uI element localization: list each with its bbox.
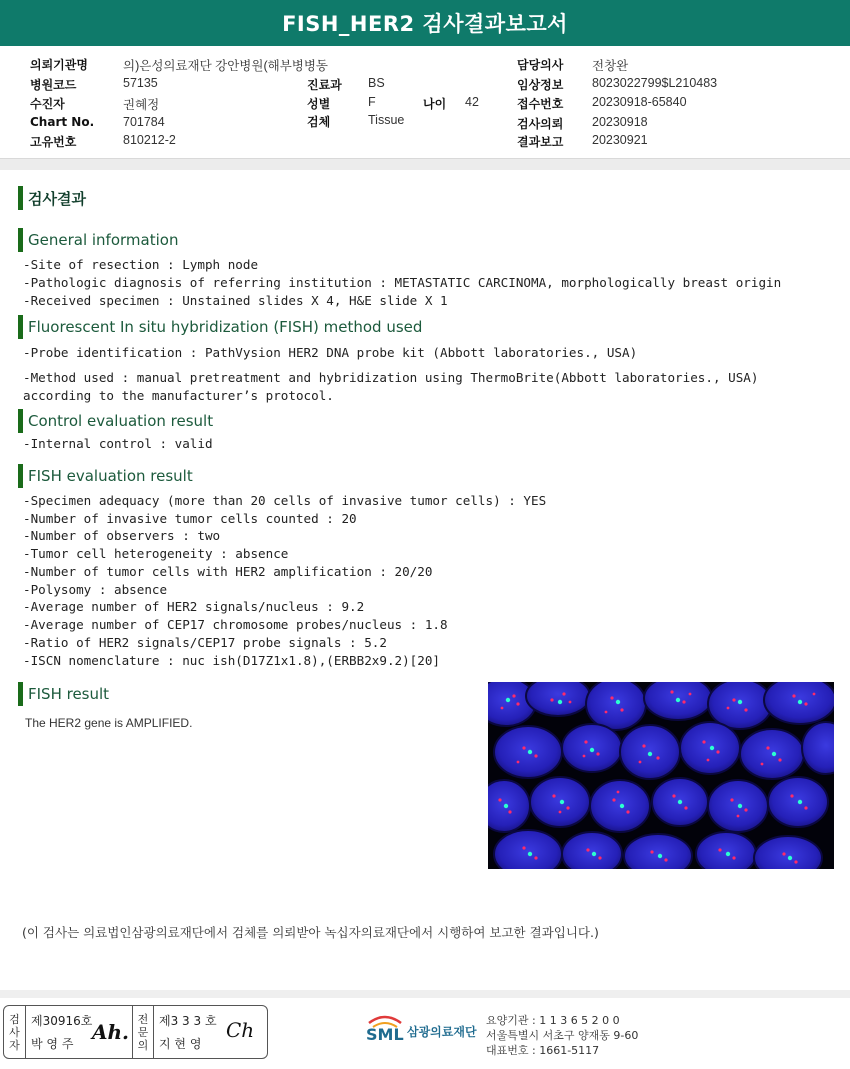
fish-image-svg (488, 682, 834, 869)
doctor-value: 전창완 (592, 59, 629, 73)
general-info-line: -Pathologic diagnosis of referring institution : METASTATIC CARCINOMA, morphologically breast origin (23, 275, 782, 290)
organization-info (486, 1013, 638, 1058)
section-marker (18, 464, 23, 488)
signature-box (3, 1005, 268, 1059)
evaluation-line: -Number of observers : two (23, 528, 221, 543)
examiner-info (26, 1006, 132, 1058)
specialist-info (154, 1006, 266, 1058)
specialist-label-char: 전 (137, 1012, 149, 1026)
examiner-signature: Ah. (92, 1020, 130, 1044)
unique-no-label: 고유번호 (30, 135, 77, 149)
probe-identification: -Probe identification : PathVysion HER2 DNA probe kit (Abbott laboratories., USA) (23, 345, 638, 360)
request-date-value: 20230918 (592, 115, 648, 129)
section-marker (18, 409, 23, 433)
evaluation-line: -Tumor cell heterogeneity : absence (23, 546, 289, 561)
receipt-no-value: 20230918-65840 (592, 95, 687, 109)
evaluation-line: -Number of invasive tumor cells counted : 20 (23, 511, 357, 526)
examiner-label (4, 1006, 26, 1058)
specialist-signature: Ch (226, 1018, 255, 1042)
control-title: Control evaluation result (28, 412, 214, 430)
footnote: (이 검사는 의료법인삼광의료재단에서 검체를 의뢰받아 녹십자의료재단에서 시행하여 보고한 결과입니다.) (22, 925, 599, 940)
hospital-code-value: 57135 (123, 76, 158, 90)
institution-value: 의)은성의료재단 강안병원(해부병병동 (123, 59, 328, 73)
evaluation-title: FISH evaluation result (28, 467, 193, 485)
sml-logo-mark (365, 1013, 405, 1049)
examiner-label-char: 검 (9, 1012, 20, 1026)
control-heading (18, 408, 213, 434)
sex-label: 성별 (307, 97, 331, 111)
general-info-title: General information (28, 231, 179, 249)
department-value: BS (368, 76, 385, 90)
sml-logo (365, 1013, 477, 1049)
evaluation-line: -Polysomy : absence (23, 582, 168, 597)
age-label: 나이 (423, 97, 447, 111)
evaluation-line: -Number of tumor cells with HER2 amplification : 20/20 (23, 564, 433, 579)
specialist-label-char: 문 (137, 1025, 149, 1039)
specimen-label: 검체 (307, 115, 331, 129)
results-heading (18, 185, 86, 211)
specialist-name: 지 현 영 (159, 1037, 202, 1051)
control-line: -Internal control : valid (23, 436, 213, 451)
method-used: -Method used : manual pretreatment and hybridization using ThermoBrite(Abbott laboratories., USA) according to the manufacturer’s protocol. (23, 370, 759, 403)
sex-value: F (368, 95, 376, 109)
institution-label: 의뢰기관명 (30, 58, 88, 72)
general-info-line: -Site of resection : Lymph node (23, 257, 259, 272)
specialist-label (132, 1006, 154, 1058)
section-marker (18, 315, 23, 339)
fish-result-heading (18, 681, 109, 707)
examiner-label-char: 사 (9, 1025, 20, 1039)
evaluation-line: -Specimen adequacy (more than 20 cells of invasive tumor cells) : YES (23, 493, 547, 508)
general-info-line: -Received specimen : Unstained slides X 4, H&E slide X 1 (23, 293, 448, 308)
examiner-label-char: 자 (9, 1038, 20, 1052)
chart-no-label: Chart No. (30, 115, 95, 129)
fish-microscopy-image (488, 682, 834, 869)
chart-no-value: 701784 (123, 115, 165, 129)
evaluation-line: -ISCN nomenclature : nuc ish(D17Z1x1.8),(ERBB2x9.2)[20] (23, 653, 441, 668)
evaluation-heading (18, 463, 193, 489)
fish-result-title: FISH result (28, 685, 110, 703)
receipt-no-label: 접수번호 (517, 97, 564, 111)
org-code: 요양기관 : 1 1 3 6 5 2 0 0 (486, 1014, 620, 1027)
sml-logo-letters: SML (366, 1025, 404, 1044)
evaluation-line: -Average number of HER2 signals/nucleus : 9.2 (23, 599, 365, 614)
section-marker (18, 228, 23, 252)
report-title: FISH_HER2 검사결과보고서 (0, 0, 850, 46)
clinical-info-label: 임상정보 (517, 78, 564, 92)
patient-info-header (0, 50, 850, 168)
hospital-code-label: 병원코드 (30, 78, 77, 92)
org-phone: 대표번호 : 1661-5117 (486, 1044, 600, 1057)
specialist-label-char: 의 (137, 1038, 149, 1052)
fish-result-text: The HER2 gene is AMPLIFIED. (25, 716, 193, 730)
results-title: 검사결과 (28, 189, 86, 208)
sml-logo-text: 삼광의료재단 (407, 1024, 477, 1039)
doctor-label: 담당의사 (517, 58, 564, 72)
department-label: 진료과 (307, 78, 342, 92)
patient-label: 수진자 (30, 97, 65, 111)
evaluation-line: -Average number of CEP17 chromosome probes/nucleus : 1.8 (23, 617, 448, 632)
patient-value: 권혜정 (123, 98, 160, 112)
report-date-label: 결과보고 (517, 135, 564, 149)
section-marker (18, 682, 23, 706)
general-info-heading (18, 227, 178, 253)
unique-no-value: 810212-2 (123, 133, 176, 147)
age-value: 42 (465, 95, 479, 109)
report-date-value: 20230921 (592, 133, 648, 147)
clinical-info-value: 8023022799$L210483 (592, 76, 718, 90)
request-date-label: 검사의뢰 (517, 117, 564, 131)
evaluation-line: -Ratio of HER2 signals/CEP17 probe signals : 5.2 (23, 635, 387, 650)
examiner-license-no: 제30916호 (31, 1014, 93, 1028)
header-divider (0, 158, 850, 170)
specialist-license-no: 제3 3 3 호 (159, 1014, 217, 1028)
method-heading (18, 314, 422, 340)
section-marker (18, 186, 23, 210)
org-address: 서울특별시 서초구 양재동 9-60 (486, 1029, 639, 1042)
method-title: Fluorescent In situ hybridization (FISH) method used (28, 318, 423, 336)
specimen-value: Tissue (368, 113, 405, 127)
examiner-name: 박 영 주 (31, 1037, 74, 1051)
